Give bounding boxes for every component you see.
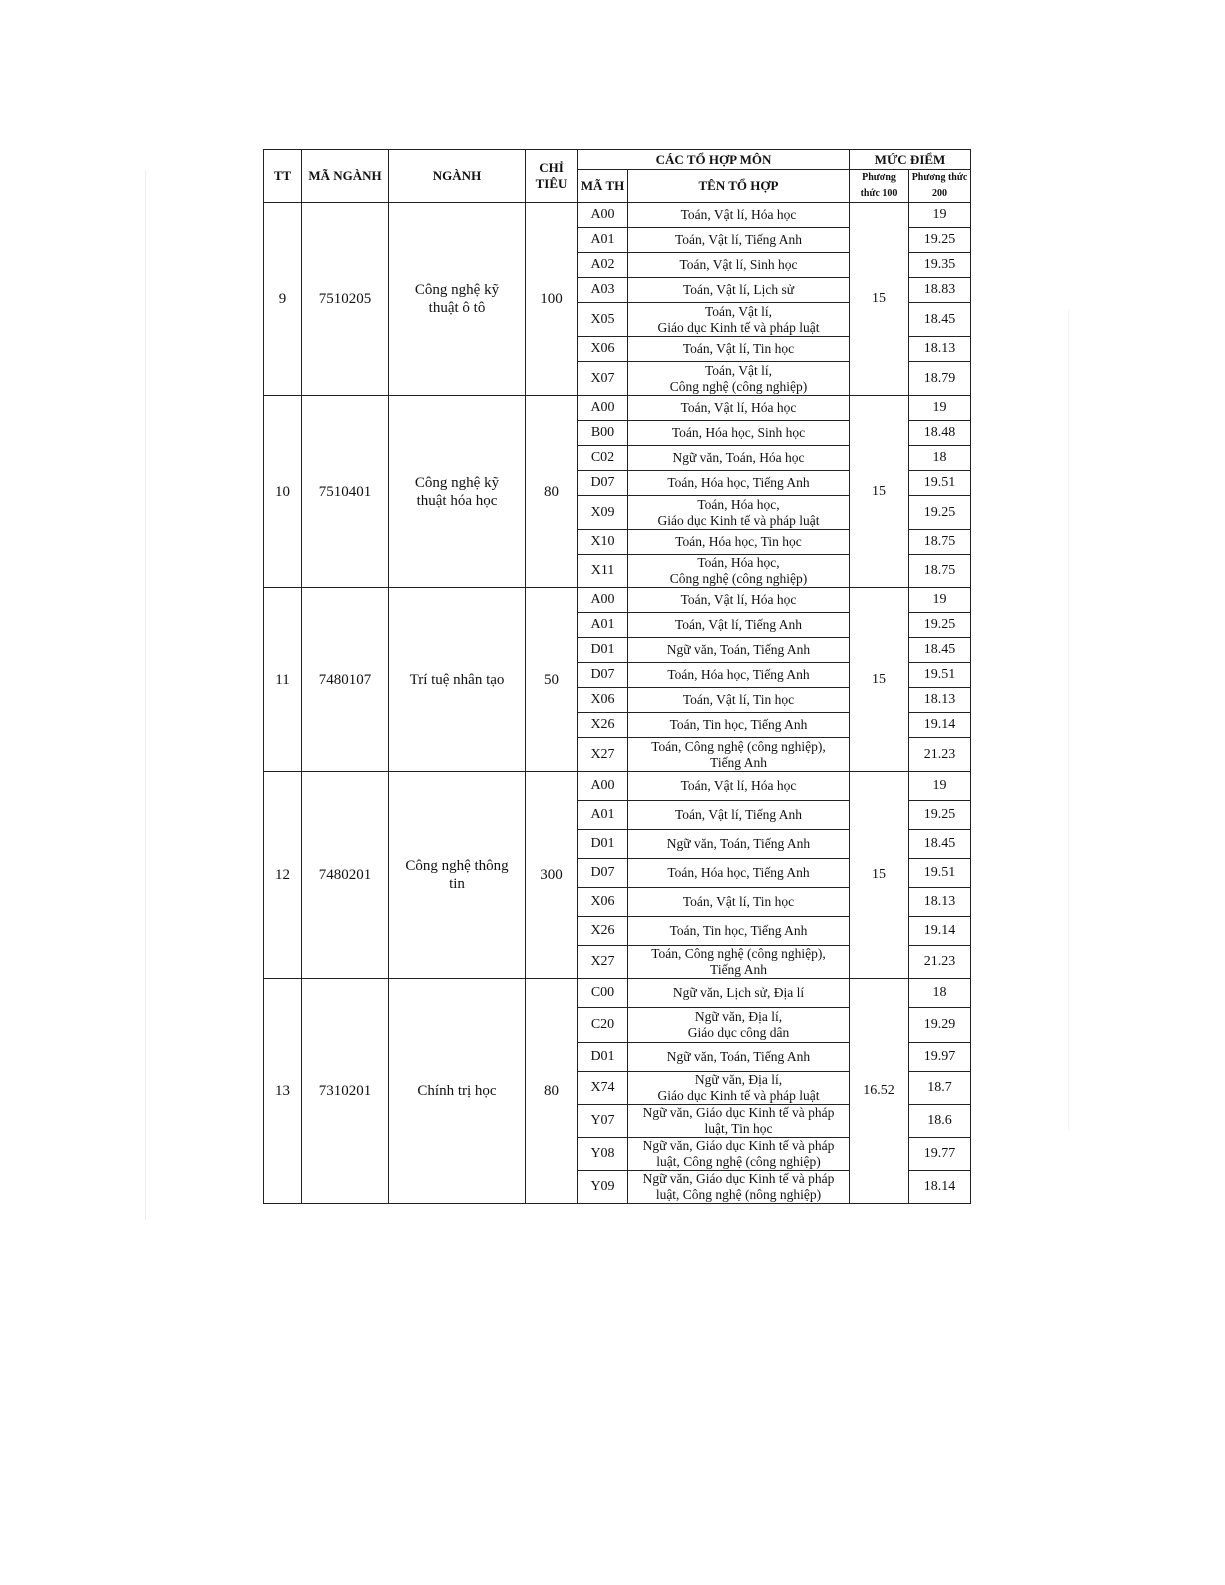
combination-name: Toán, Vật lí, Hóa học	[628, 203, 850, 228]
score-method-200: 19	[909, 588, 971, 613]
combination-name: Toán, Vật lí, Công nghệ (công nghiệp)	[628, 362, 850, 396]
combination-code: Y08	[578, 1138, 628, 1171]
combination-code: X26	[578, 917, 628, 946]
combination-name: Toán, Vật lí, Tiếng Anh	[628, 613, 850, 638]
combination-name: Toán, Vật lí, Tin học	[628, 888, 850, 917]
combination-code: A00	[578, 772, 628, 801]
combination-name: Ngữ văn, Địa lí, Giáo dục Kinh tế và pháp luật	[628, 1072, 850, 1105]
score-method-200: 18.13	[909, 688, 971, 713]
combination-code: D01	[578, 638, 628, 663]
combination-code: A00	[578, 203, 628, 228]
combination-code: D07	[578, 471, 628, 496]
combination-name: Toán, Vật lí, Hóa học	[628, 588, 850, 613]
combination-code: A03	[578, 278, 628, 303]
table-row	[264, 772, 971, 801]
score-method-200: 18.45	[909, 830, 971, 859]
combination-name: Ngữ văn, Địa lí, Giáo dục công dân	[628, 1008, 850, 1043]
combination-code: X27	[578, 946, 628, 979]
admission-score-table	[263, 149, 971, 1204]
combination-name: Toán, Công nghệ (công nghiệp), Tiếng Anh	[628, 946, 850, 979]
program-quota: 50	[526, 588, 578, 772]
table-row	[264, 203, 971, 228]
combination-name: Toán, Hóa học, Tiếng Anh	[628, 859, 850, 888]
combination-code: D07	[578, 859, 628, 888]
combination-name: Ngữ văn, Giáo dục Kinh tế và pháp luật, Tin học	[628, 1105, 850, 1138]
col-header-ma-th: MÃ TH	[578, 170, 628, 203]
combination-code: X07	[578, 362, 628, 396]
score-method-200: 18.7	[909, 1072, 971, 1105]
table-header	[264, 150, 971, 203]
col-header-ten-to-hop: TÊN TỔ HỢP	[628, 170, 850, 203]
program-quota: 100	[526, 203, 578, 396]
combination-code: A01	[578, 613, 628, 638]
combination-code: C02	[578, 446, 628, 471]
combination-code: Y09	[578, 1171, 628, 1204]
combination-name: Toán, Vật lí, Tiếng Anh	[628, 801, 850, 830]
score-method-200: 19.25	[909, 496, 971, 530]
score-method-200: 19.97	[909, 1043, 971, 1072]
combination-code: X06	[578, 888, 628, 917]
score-method-200: 19.25	[909, 613, 971, 638]
combination-code: D01	[578, 1043, 628, 1072]
combination-name: Toán, Hóa học, Giáo dục Kinh tế và pháp luật	[628, 496, 850, 530]
program-code: 7480201	[302, 772, 389, 979]
program-quota: 80	[526, 396, 578, 588]
combination-code: A01	[578, 801, 628, 830]
combination-name: Toán, Tin học, Tiếng Anh	[628, 713, 850, 738]
score-method-200: 18.45	[909, 303, 971, 337]
score-method-200: 19.25	[909, 801, 971, 830]
col-header-nganh: NGÀNH	[389, 150, 526, 203]
combination-code: A02	[578, 253, 628, 278]
score-method-200: 18.83	[909, 278, 971, 303]
score-method-100: 15	[850, 772, 909, 979]
combination-name: Toán, Vật lí, Giáo dục Kinh tế và pháp luật	[628, 303, 850, 337]
program-tt: 11	[264, 588, 302, 772]
program-tt: 12	[264, 772, 302, 979]
combination-code: X26	[578, 713, 628, 738]
program-name: Chính trị học	[389, 979, 526, 1204]
combination-code: X09	[578, 496, 628, 530]
combination-name: Toán, Hóa học, Tiếng Anh	[628, 471, 850, 496]
combination-code: A01	[578, 228, 628, 253]
score-method-200: 18.6	[909, 1105, 971, 1138]
score-method-200: 21.23	[909, 946, 971, 979]
combination-name: Toán, Vật lí, Hóa học	[628, 396, 850, 421]
score-method-100: 16.52	[850, 979, 909, 1204]
score-method-200: 19.77	[909, 1138, 971, 1171]
program-tt: 13	[264, 979, 302, 1204]
combination-name: Ngữ văn, Toán, Tiếng Anh	[628, 638, 850, 663]
program-name: Công nghệ kỹ thuật ô tô	[389, 203, 526, 396]
score-method-200: 18.75	[909, 555, 971, 588]
combination-name: Toán, Vật lí, Lịch sử	[628, 278, 850, 303]
score-method-100: 15	[850, 588, 909, 772]
program-name: Công nghệ kỹ thuật hóa học	[389, 396, 526, 588]
combination-name: Ngữ văn, Toán, Tiếng Anh	[628, 1043, 850, 1072]
combination-code: D01	[578, 830, 628, 859]
score-method-200: 19	[909, 203, 971, 228]
score-method-200: 18	[909, 446, 971, 471]
combination-code: D07	[578, 663, 628, 688]
col-header-ma-nganh: MÃ NGÀNH	[302, 150, 389, 203]
combination-code: B00	[578, 421, 628, 446]
page-edge	[145, 170, 146, 1220]
score-method-200: 19.51	[909, 471, 971, 496]
score-method-200: 18.14	[909, 1171, 971, 1204]
combination-name: Ngữ văn, Toán, Hóa học	[628, 446, 850, 471]
score-method-200: 21.23	[909, 738, 971, 772]
combination-name: Ngữ văn, Giáo dục Kinh tế và pháp luật, Công nghệ (nông nghiệp)	[628, 1171, 850, 1204]
score-method-200: 19.25	[909, 228, 971, 253]
combination-name: Toán, Vật lí, Tin học	[628, 337, 850, 362]
table-row	[264, 396, 971, 421]
score-method-200: 18.79	[909, 362, 971, 396]
score-method-200: 19.35	[909, 253, 971, 278]
combination-name: Toán, Hóa học, Sinh học	[628, 421, 850, 446]
program-tt: 10	[264, 396, 302, 588]
score-method-200: 18.45	[909, 638, 971, 663]
combination-code: A00	[578, 588, 628, 613]
score-method-200: 18.75	[909, 530, 971, 555]
score-method-200: 19.51	[909, 663, 971, 688]
score-method-100: 15	[850, 396, 909, 588]
col-header-muc-diem: MỨC ĐIỂM	[850, 150, 971, 170]
table-row	[264, 588, 971, 613]
score-method-200: 18.48	[909, 421, 971, 446]
col-header-cac-to-hop-mon: CÁC TỔ HỢP MÔN	[578, 150, 850, 170]
combination-name: Toán, Hóa học, Công nghệ (công nghiệp)	[628, 555, 850, 588]
score-method-200: 19.14	[909, 713, 971, 738]
score-method-200: 18	[909, 979, 971, 1008]
score-method-200: 19	[909, 396, 971, 421]
program-quota: 80	[526, 979, 578, 1204]
combination-name: Toán, Hóa học, Tin học	[628, 530, 850, 555]
combination-code: A00	[578, 396, 628, 421]
combination-code: C00	[578, 979, 628, 1008]
combination-name: Ngữ văn, Toán, Tiếng Anh	[628, 830, 850, 859]
combination-code: X06	[578, 337, 628, 362]
combination-name: Ngữ văn, Giáo dục Kinh tế và pháp luật, Công nghệ (công nghiệp)	[628, 1138, 850, 1171]
combination-code: C20	[578, 1008, 628, 1043]
score-method-200: 19	[909, 772, 971, 801]
score-method-100: 15	[850, 203, 909, 396]
program-name: Công nghệ thông tin	[389, 772, 526, 979]
combination-code: Y07	[578, 1105, 628, 1138]
combination-name: Toán, Vật lí, Tin học	[628, 688, 850, 713]
table-row	[264, 979, 971, 1008]
combination-name: Toán, Vật lí, Tiếng Anh	[628, 228, 850, 253]
combination-name: Toán, Công nghệ (công nghiệp), Tiếng Anh	[628, 738, 850, 772]
combination-code: X11	[578, 555, 628, 588]
score-method-200: 18.13	[909, 337, 971, 362]
combination-name: Toán, Hóa học, Tiếng Anh	[628, 663, 850, 688]
combination-code: X74	[578, 1072, 628, 1105]
score-method-200: 19.51	[909, 859, 971, 888]
program-code: 7480107	[302, 588, 389, 772]
combination-name: Toán, Tin học, Tiếng Anh	[628, 917, 850, 946]
combination-code: X10	[578, 530, 628, 555]
score-method-200: 18.13	[909, 888, 971, 917]
program-name: Trí tuệ nhân tạo	[389, 588, 526, 772]
table-body	[264, 203, 971, 1204]
program-code: 7510205	[302, 203, 389, 396]
program-quota: 300	[526, 772, 578, 979]
program-code: 7510401	[302, 396, 389, 588]
col-header-tt: TT	[264, 150, 302, 203]
combination-name: Ngữ văn, Lịch sử, Địa lí	[628, 979, 850, 1008]
col-header-chi-tieu: CHỈ TIÊU	[526, 150, 578, 203]
program-code: 7310201	[302, 979, 389, 1204]
col-header-phuong-thuc-200: Phương thức 200	[909, 170, 971, 203]
col-header-phuong-thuc-100: Phương thức 100	[850, 170, 909, 203]
score-method-200: 19.29	[909, 1008, 971, 1043]
combination-name: Toán, Vật lí, Sinh học	[628, 253, 850, 278]
program-tt: 9	[264, 203, 302, 396]
score-method-200: 19.14	[909, 917, 971, 946]
combination-name: Toán, Vật lí, Hóa học	[628, 772, 850, 801]
combination-code: X05	[578, 303, 628, 337]
combination-code: X27	[578, 738, 628, 772]
page-edge	[1068, 310, 1069, 1130]
combination-code: X06	[578, 688, 628, 713]
